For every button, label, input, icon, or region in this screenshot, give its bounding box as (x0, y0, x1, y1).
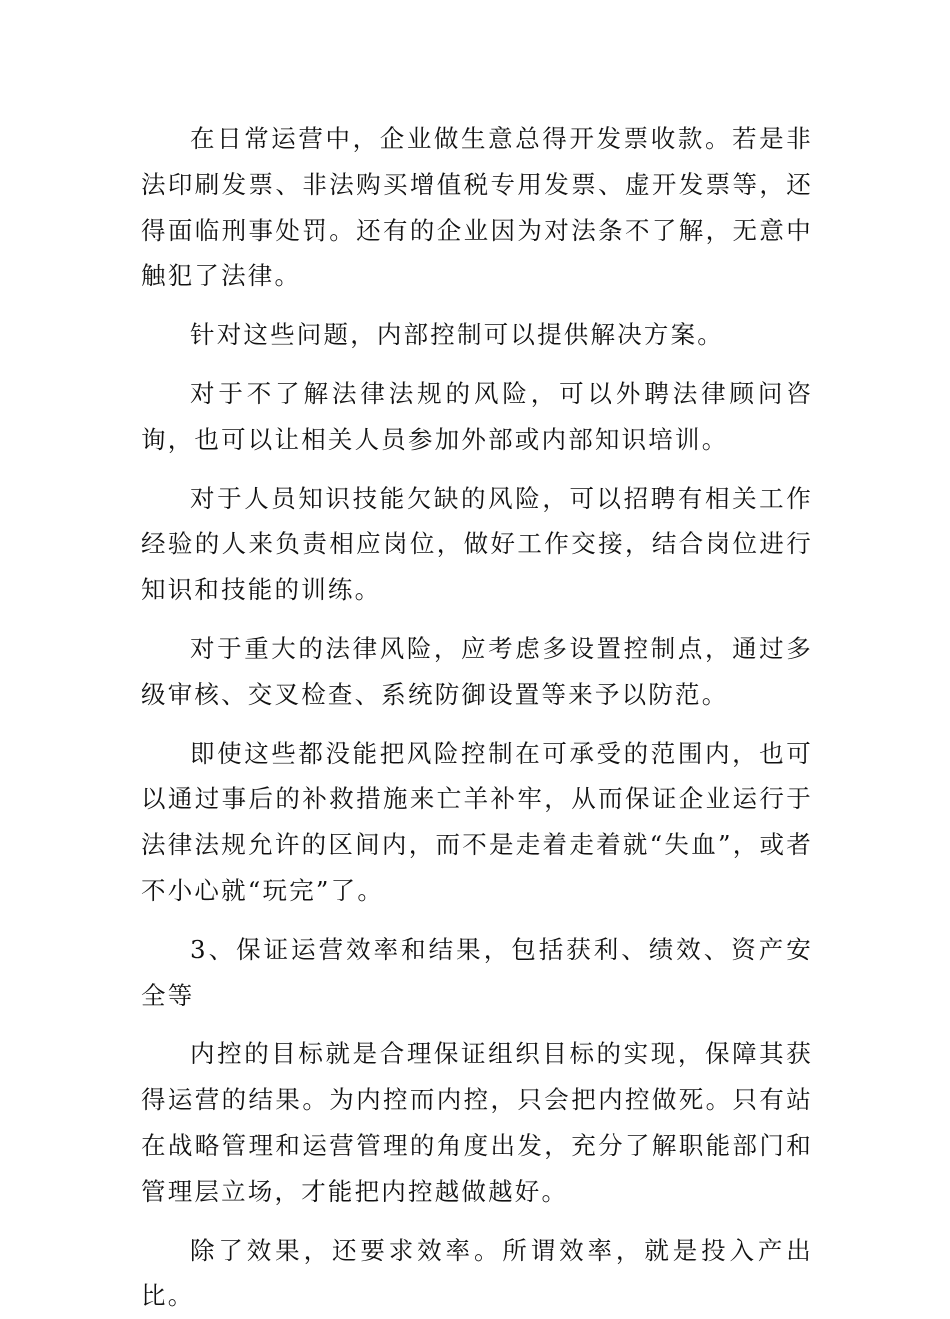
document-body (141, 116, 813, 1319)
paragraph-control-goals: 内控的目标就是合理保证组织目标的实现，保障其获得运营的结果。为内控而内控，只会把内控做死。只有站在战略管理和运营管理的角度出发，充分了解职能部门和管理层立场，才能把内控越做越好。 (141, 1039, 813, 1206)
paragraph-efficiency-ratio: 除了效果，还要求效率。所谓效率，就是投入产出比。 (141, 1235, 813, 1311)
paragraph-solution-intro: 针对这些问题，内部控制可以提供解决方案。 (190, 320, 724, 350)
section-heading-efficiency: 3、保证运营效率和结果，包括获利、绩效、资产安全等 (141, 934, 813, 1010)
paragraph-remedial-measures: 即使这些都没能把风险控制在可承受的范围内，也可以通过事后的补救措施来亡羊补牢，从而保证企业运行于法律法规允许的区间内，而不是走着走着就“失血”，或者不小心就“玩完”了。 (141, 738, 813, 905)
paragraph-major-legal-risk: 对于重大的法律风险，应考虑多设置控制点，通过多级审核、交叉检查、系统防御设置等来予以防范。 (141, 633, 813, 709)
paragraph-staff-skills: 对于人员知识技能欠缺的风险，可以招聘有相关工作经验的人来负责相应岗位，做好工作交接，结合岗位进行知识和技能的训练。 (141, 483, 813, 605)
paragraph-legal-knowledge: 对于不了解法律法规的风险，可以外聘法律顾问咨询，也可以让相关人员参加外部或内部知识培训。 (141, 378, 813, 454)
paragraph-invoice-risk: 在日常运营中，企业做生意总得开发票收款。若是非法印刷发票、非法购买增值税专用发票、虚开发票等，还得面临刑事处罚。还有的企业因为对法条不了解，无意中触犯了法律。 (141, 124, 813, 291)
